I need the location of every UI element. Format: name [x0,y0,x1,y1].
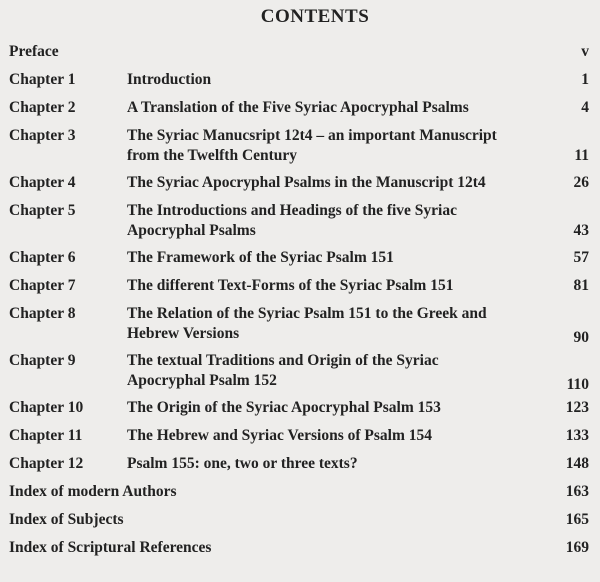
entry-page-number: 26 [573,174,589,191]
entry-page-number: 123 [565,399,589,416]
toc-entry-chapter-12 [9,454,589,474]
entry-page-number: 165 [565,511,589,528]
entry-label: Index of Scriptural References [9,539,212,556]
toc-entry-chapter-5 [9,201,589,241]
entry-title-line: Hebrew Versions [127,325,240,342]
entry-label: Chapter 11 [9,427,83,444]
entry-title [127,201,539,241]
entry-label: Chapter 4 [9,174,76,191]
entry-page-number: 43 [573,222,589,239]
entry-page-number: 57 [573,249,589,266]
table-of-contents [9,42,589,558]
entry-page-number: 148 [565,455,589,472]
toc-entry-chapter-8 [9,304,589,344]
entry-label: Index of Subjects [9,511,124,528]
toc-entry-chapter-11 [9,426,589,446]
toc-entry-chapter-10 [9,398,589,418]
entry-title-line: Apocryphal Psalm 152 [127,372,277,389]
entry-page-number: 90 [573,329,589,346]
toc-entry-index-authors [9,482,589,502]
entry-label: Chapter 9 [9,352,76,369]
entry-title-line: The Introductions and Headings of the five Syriac [127,202,457,219]
toc-entry-chapter-7 [9,276,589,296]
entry-title: A Translation of the Five Syriac Apocryphal Psalms [127,99,469,116]
toc-entry-preface [9,42,589,62]
entry-title: Introduction [127,71,212,88]
toc-entry-index-subjects [9,510,589,530]
entry-page-number: 133 [565,427,589,444]
toc-entry-chapter-9 [9,351,589,391]
entry-label: Chapter 7 [9,277,76,294]
toc-entry-chapter-4 [9,173,589,193]
entry-page-number: v [581,43,589,60]
entry-title: The different Text-Forms of the Syriac Psalm 151 [127,277,454,294]
entry-label: Chapter 1 [9,71,76,88]
entry-title: Psalm 155: one, two or three texts? [127,455,358,472]
entry-title-line: Apocryphal Psalms [127,222,256,239]
entry-title [127,126,539,166]
entry-label: Chapter 3 [9,127,76,144]
toc-entry-index-scriptural [9,538,589,558]
entry-label: Chapter 2 [9,99,76,116]
entry-page-number: 1 [581,71,589,88]
entry-title: The Origin of the Syriac Apocryphal Psalm 153 [127,399,441,416]
entry-page-number: 81 [573,277,589,294]
entry-page-number: 4 [581,99,589,116]
entry-label: Preface [9,43,59,60]
entry-label: Index of modern Authors [9,483,177,500]
entry-title: The Framework of the Syriac Psalm 151 [127,249,394,266]
entry-title-line: The Relation of the Syriac Psalm 151 to the Greek and [127,305,487,322]
entry-page-number: 163 [565,483,589,500]
entry-label: Chapter 5 [9,202,76,219]
entry-label: Chapter 10 [9,399,84,416]
entry-title [127,351,539,391]
entry-title-line: The textual Traditions and Origin of the Syriac [127,352,439,369]
entry-page-number: 11 [574,147,589,164]
entry-label: Chapter 8 [9,305,76,322]
entry-label: Chapter 6 [9,249,76,266]
entry-page-number: 169 [565,539,589,556]
entry-title [127,304,539,344]
toc-entry-chapter-6 [9,248,589,268]
toc-entry-chapter-2 [9,98,589,118]
entry-title: The Hebrew and Syriac Versions of Psalm 154 [127,427,432,444]
entry-title-line: The Syriac Manucsript 12t4 – an important Manuscript [127,127,497,144]
entry-label: Chapter 12 [9,455,84,472]
toc-entry-chapter-3 [9,126,589,166]
entry-page-number: 110 [566,376,589,393]
page-title: CONTENTS [260,6,370,27]
entry-title: The Syriac Apocryphal Psalms in the Manuscript 12t4 [127,174,486,191]
entry-title-line: from the Twelfth Century [127,147,298,164]
toc-entry-chapter-1 [9,70,589,90]
